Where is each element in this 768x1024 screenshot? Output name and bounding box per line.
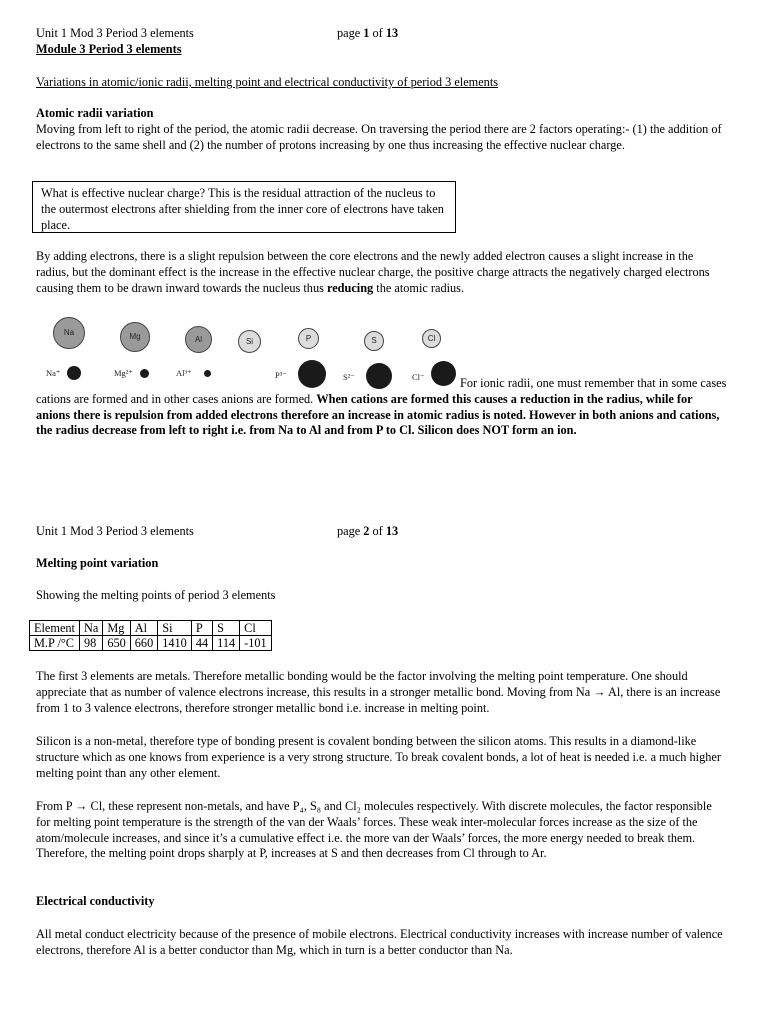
ion-label-na: Na⁺ (46, 368, 61, 378)
page1-page-num: 1 (363, 26, 370, 40)
ion-label-mg: Mg²⁺ (114, 368, 133, 378)
page1-page-total: 13 (385, 26, 399, 40)
repulsion-text-bold: reducing (326, 280, 374, 295)
table-cell: Element (30, 621, 80, 636)
page2-page-of: of (369, 524, 386, 538)
page1-page-prefix: page (337, 26, 364, 40)
table-cell: -101 (240, 636, 272, 651)
ionic-radii-paragraph (36, 376, 728, 439)
page2-page-num: 2 (363, 524, 370, 538)
p-to-cl-paragraph: From P → Cl, these represent non-metals, and have P₄, S₈ and Cl₂ molecules respectively. With discrete molecules, the factor responsible for melting point temperature is the strength of the van der Waals’ forces. These weak inter-molecular forces increase as the size of the atom/molecule increases, and since it’s a cumulative effect i.e. the more van der Waals’ forces, the more energy needed to break them. Therefore, the melting point drops sharply at P, increases at S and then decreases from Cl through to Ar. (36, 799, 712, 861)
table-cell: Al (130, 621, 157, 636)
table-cell: Si (158, 621, 192, 636)
repulsion-text-start: By adding electrons, there is a slight repulsion between the core electrons and the newly added electron causes a slight increase in the radius, but the dominant effect is the increase in the effective nuclear charge, the positive charge attracts the negatively charged electrons causing them to be drawn inward towards the nucleus thus (36, 249, 710, 295)
module-title: Module 3 Period 3 elements (36, 42, 182, 56)
page1-header-left: Unit 1 Mod 3 Period 3 elements (36, 26, 194, 40)
ion-label-s: S²⁻ (343, 372, 355, 382)
electrical-conductivity-paragraph: All metal conduct electricity because of the presence of mobile electrons. Electrical conductivity increases with increase number of valence electrons, therefore Al is a better conductor than Mg, which in turn is a better conductor than Na. (36, 927, 723, 957)
ion-label-p: P³⁻ (275, 370, 287, 380)
page2-page-total: 13 (385, 524, 399, 538)
table-cell: 44 (191, 636, 212, 651)
table-cell: P (191, 621, 212, 636)
page-subtitle: Variations in atomic/ionic radii, melting point and electrical conductivity of period 3 elements (36, 75, 499, 89)
melting-point-heading: Melting point variation (36, 556, 159, 570)
atom-al: Al (185, 326, 212, 353)
atom-na: Na (53, 317, 85, 349)
silicon-paragraph: Silicon is a non-metal, therefore type of bonding present is covalent bonding between the silicon atoms. This results in a diamond-like structure which as one knows from experience is a very strong structure. To break covalent bonds, a lot of heat is needed i.e. a much higher melting point than any other element. (36, 734, 721, 780)
repulsion-paragraph (36, 249, 728, 296)
atom-si: Si (238, 330, 261, 353)
ionic-text-start: For ionic radii, one must remember that in some cases cations are formed and in other cases anions are formed. (36, 376, 727, 406)
atom-s: S (364, 331, 384, 351)
atom-p: P (298, 328, 319, 349)
metals-paragraph: The first 3 elements are metals. Therefore metallic bonding would be the factor involving the melting point temperature. One should appreciate that as number of valence electrons increase, this results in a stronger metallic bond. Moving from Na → Al, there is an increase from 1 to 3 valence electrons, therefore stronger metallic bond i.e. increase in melting point. (36, 669, 721, 715)
electrical-conductivity-heading: Electrical conductivity (36, 894, 155, 908)
page2-page-prefix: page (337, 524, 364, 538)
ion-label-al: Al³⁺ (176, 368, 192, 378)
page2-header-page (337, 524, 398, 540)
table-cell: 114 (213, 636, 240, 651)
table-cell: 1410 (158, 636, 192, 651)
atomic-radii-paragraph: Moving from left to right of the period, the atomic radii decrease. On traversing the period there are 2 factors operating:- (1) the addition of electrons to the same shell and (2) the number of protons increasing by one thus increasing the effective nuclear charge. (36, 122, 722, 152)
table-cell: 650 (103, 636, 130, 651)
table-cell: 660 (130, 636, 157, 651)
table-row (30, 621, 272, 636)
melting-point-intro: Showing the melting points of period 3 elements (36, 588, 276, 602)
table-cell: S (213, 621, 240, 636)
melting-point-table (29, 620, 272, 651)
page1-page-of: of (369, 26, 386, 40)
table-cell: M.P /°C (30, 636, 80, 651)
table-row (30, 636, 272, 651)
table-cell: Mg (103, 621, 130, 636)
atom-cl: Cl (422, 329, 441, 348)
table-cell: 98 (79, 636, 102, 651)
effective-nuclear-charge-box (32, 181, 456, 233)
page1-header-page (337, 26, 398, 42)
box-text: What is effective nuclear charge? This is the residual attraction of the nucleus to the outermost electrons after shielding from the inner core of electrons have taken place. (41, 186, 444, 232)
page2-header-left: Unit 1 Mod 3 Period 3 elements (36, 524, 194, 538)
table-cell: Cl (240, 621, 272, 636)
atom-mg: Mg (120, 322, 150, 352)
atomic-radii-heading: Atomic radii variation (36, 106, 154, 120)
ionic-text-bold: When cations are formed this causes a reduction in the radius, while for anions there is repulsion from added electrons therefore an increase in atomic radius is noted. However in both anions and cations, the radius decrease from left to right i.e. from Na to Al and from P to Cl. Silicon does NOT form an ion. (36, 391, 720, 438)
table-cell: Na (79, 621, 102, 636)
repulsion-text-end: the atomic radius. (373, 280, 465, 295)
ion-label-cl: Cl⁻ (412, 372, 425, 382)
